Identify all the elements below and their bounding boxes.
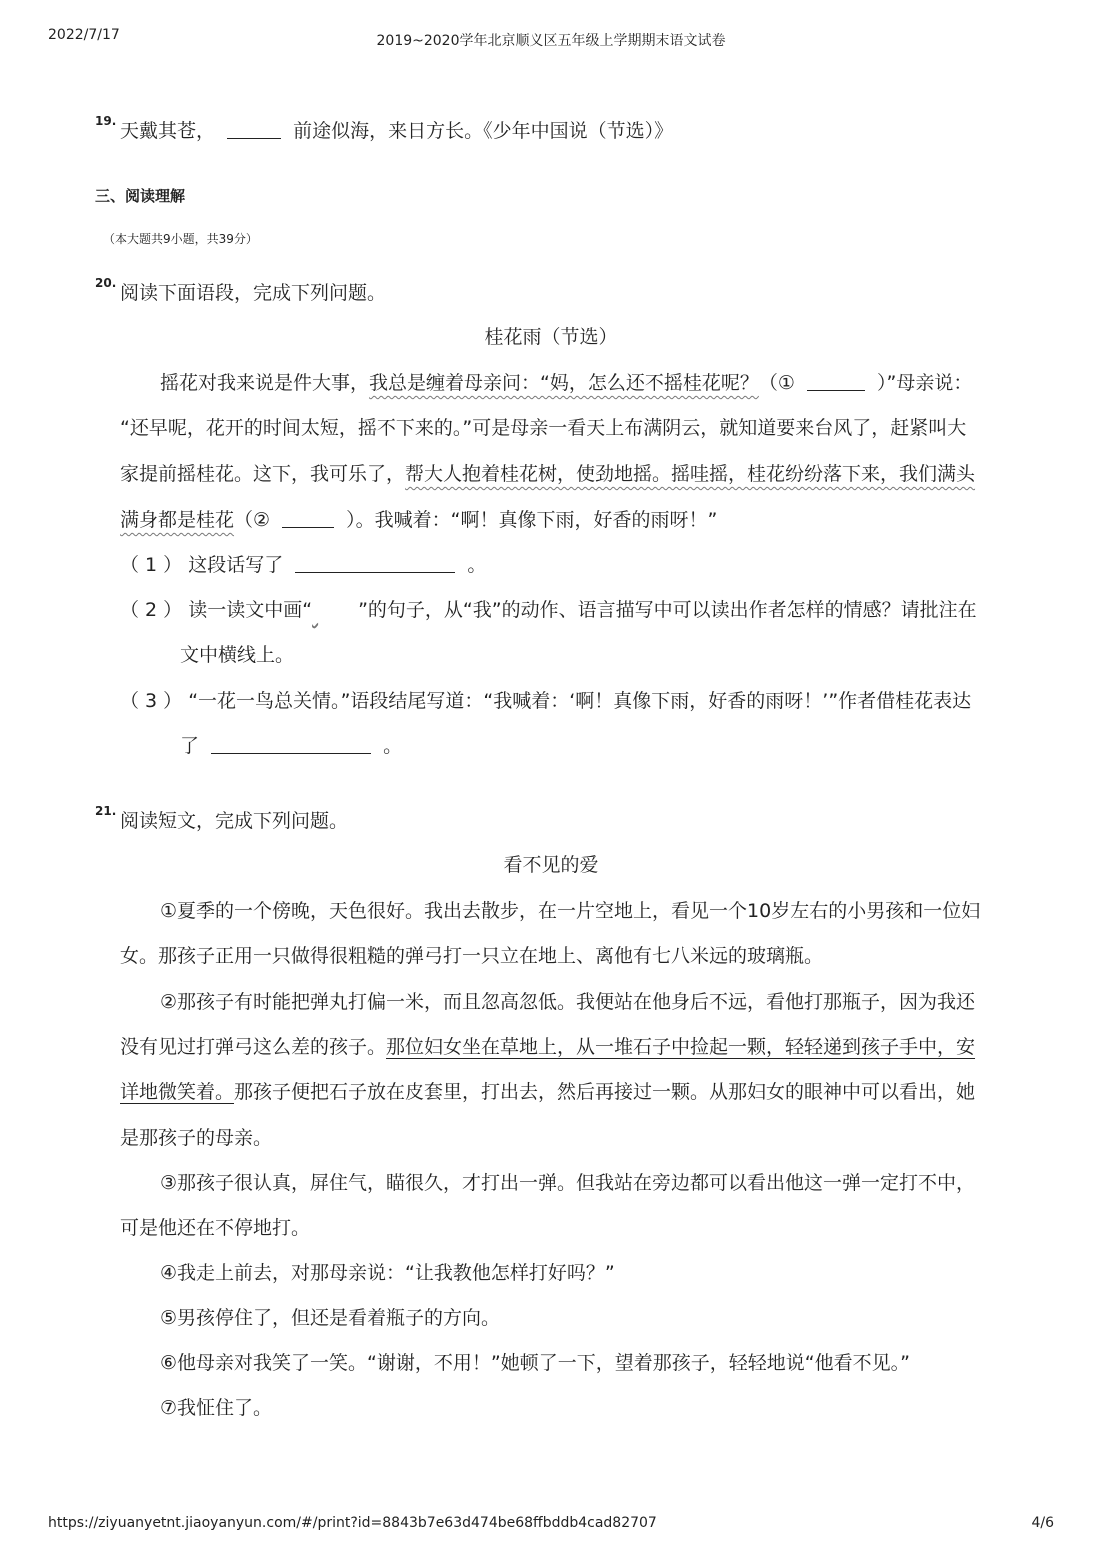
q20-s2-text-a: 读一读文中画“	[188, 599, 313, 621]
q21-passage-title: 看不见的爱	[503, 854, 599, 876]
q21-line-2: 女。那孩子正用一只做得很粗糙的弹弓打一只立在地上、离他有七八米远的玻璃瓶。	[120, 945, 824, 967]
q20-s3-text-b: 了	[180, 735, 200, 757]
q20-s3-label: （ 3 ）	[120, 690, 183, 712]
q20-s2-continuation: 文中横线上。	[180, 644, 295, 666]
q21-line-6: 是那孩子的母亲。	[120, 1127, 273, 1149]
q20-p4-wavy: 满身都是桂花	[120, 509, 235, 531]
q20-s1-end: 。	[467, 554, 487, 576]
q20-s3-blank[interactable]	[211, 735, 371, 754]
q21-line-7: ③那孩子很认真，屏住气，瞄很久，才打出一弹。但我站在旁边都可以看出他这一弹一定打不中，	[160, 1172, 976, 1194]
section-note: （本大题共9小题，共39分）	[103, 232, 258, 246]
q20-intro: 阅读下面语段，完成下列问题。	[120, 282, 387, 304]
q20-p3-wavy: 帮大人抱着桂花树，使劲地摇。摇哇摇，桂花纷纷落下来，我们满头	[405, 463, 976, 485]
q20-p3-a: 家提前摇桂花。这下，我可乐了，	[120, 463, 406, 485]
q20-p4-a: （②	[234, 509, 271, 531]
q21-l5-underlined: 详地微笑着。	[120, 1081, 235, 1103]
footer-url[interactable]: https://ziyuanyetnt.jiaoyanyun.com/#/print?id=8843b7e63d474be68ffbddb4cad82707	[48, 1515, 657, 1531]
q20-blank-1[interactable]	[807, 372, 865, 391]
q21-line-3: ②那孩子有时能把弹丸打偏一米，而且忽高忽低。我便站在他身后不远，看他打那瓶子，因为我还	[160, 991, 976, 1013]
q19-text-a: 天戴其苍，	[120, 120, 216, 142]
document-title: 2019~2020学年北京顺义区五年级上学期期末语文试卷	[376, 33, 726, 49]
q20-passage-line-4	[120, 505, 717, 532]
q21-line-1: ①夏季的一个傍晚，天色很好。我出去散步，在一片空地上，看见一个10岁左右的小男孩和一位妇	[160, 900, 981, 922]
question-number-20: 20.	[95, 276, 117, 290]
q21-line-11: ⑥他母亲对我笑了一笑。“谢谢，不用！”她顿了一下，望着那孩子，轻轻地说“他看不见。”	[160, 1352, 910, 1374]
q20-p1-c: ）”母亲说：	[877, 372, 973, 394]
question-19-text	[120, 116, 673, 143]
q21-intro: 阅读短文，完成下列问题。	[120, 810, 349, 832]
q20-s2-text-b: ”的句子，从“我”的动作、语言描写中可以读出作者怎样的情感？请批注在	[358, 599, 977, 621]
q20-passage-line-2: “还早呢，花开的时间太短，摇不下来的。”可是母亲一看天上布满阴云，就知道要来台风了，赶紧叫大	[120, 417, 967, 439]
q20-p1-b: （①	[758, 372, 795, 394]
q20-s1-blank[interactable]	[295, 554, 455, 573]
q20-s3-end: 。	[383, 735, 403, 757]
q21-line-12: ⑦我怔住了。	[160, 1397, 273, 1419]
q21-line-4	[120, 1032, 975, 1059]
q20-s1-text: 这段话写了	[188, 554, 284, 576]
q21-l5-a: 那孩子便把石子放在皮套里，打出去，然后再接过一颗。从那妇女的眼神中可以看出，她	[234, 1081, 976, 1103]
q20-p1-a: 摇花对我来说是件大事，	[160, 372, 370, 394]
section-title: 三、阅读理解	[95, 187, 186, 205]
q20-passage-line-3	[120, 459, 975, 486]
q20-s2-label: （ 2 ）	[120, 599, 183, 621]
q19-blank[interactable]	[227, 120, 281, 139]
q20-passage-line-1	[160, 368, 972, 395]
q20-subquestion-1	[120, 550, 486, 577]
q21-line-5	[120, 1077, 975, 1104]
q21-line-8: 可是他还在不停地打。	[120, 1217, 311, 1239]
q21-line-10: ⑤男孩停住了，但还是看着瓶子的方向。	[160, 1307, 501, 1329]
q20-p1-wavy: 我总是缠着母亲问：“妈，怎么还不摇桂花呢？	[369, 372, 759, 394]
q20-s3-continuation	[180, 731, 402, 758]
page-number: 4/6	[1031, 1515, 1054, 1531]
question-number-19: 19.	[95, 114, 117, 128]
q20-p4-b: ）。我喊着：“啊！真像下雨，好香的雨呀！”	[346, 509, 718, 531]
q20-passage-title: 桂花雨（节选）	[484, 326, 618, 348]
q20-blank-2[interactable]	[282, 509, 334, 528]
q20-subquestion-3	[120, 686, 971, 713]
wavy-line-icon	[312, 599, 358, 621]
q20-subquestion-2	[120, 595, 977, 622]
print-date: 2022/7/17	[48, 27, 120, 43]
q21-l4-a: 没有见过打弹弓这么差的孩子。	[120, 1036, 387, 1058]
q20-s1-label: （ 1 ）	[120, 554, 183, 576]
q19-text-b: 前途似海，来日方长。《少年中国说（节选）》	[293, 120, 674, 142]
q20-s3-text: “一花一鸟总关情。”语段结尾写道：“我喊着：‘啊！真像下雨，好香的雨呀！’”作者借桂花表达	[188, 690, 972, 712]
q21-l4-underlined: 那位妇女坐在草地上，从一堆石子中捡起一颗，轻轻递到孩子手中，安	[386, 1036, 976, 1058]
question-number-21: 21.	[95, 804, 117, 818]
q21-line-9: ④我走上前去，对那母亲说：“让我教他怎样打好吗？”	[160, 1262, 615, 1284]
